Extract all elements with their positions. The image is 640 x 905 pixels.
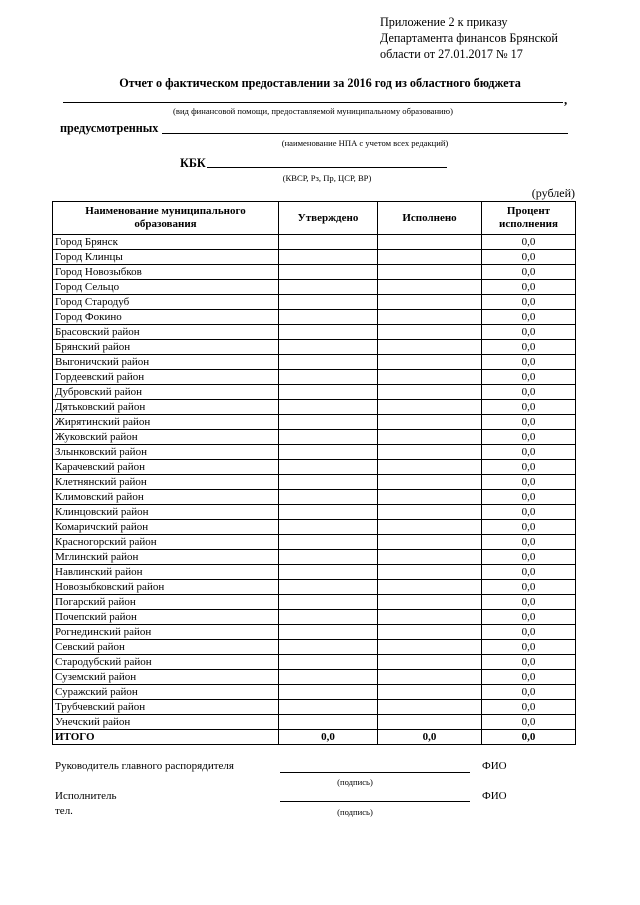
table-row — [53, 550, 576, 565]
annex-line: Приложение 2 к приказу — [380, 15, 508, 29]
cell-municipality: Мглинский район — [53, 550, 279, 565]
cell-approved — [279, 415, 378, 430]
table-row — [53, 685, 576, 700]
cell-municipality: Стародубский район — [53, 655, 279, 670]
head-label: Руководитель главного распорядителя — [55, 760, 234, 772]
cell-percent: 0,0 — [482, 730, 576, 745]
cell-percent: 0,0 — [482, 370, 576, 385]
table-row — [53, 490, 576, 505]
cell-municipality: Карачевский район — [53, 460, 279, 475]
report-table — [52, 201, 576, 745]
cell-percent: 0,0 — [482, 295, 576, 310]
table-row — [53, 265, 576, 280]
table-row — [53, 505, 576, 520]
table-row — [53, 715, 576, 730]
cell-municipality: Гордеевский район — [53, 370, 279, 385]
cell-percent: 0,0 — [482, 445, 576, 460]
cell-approved — [279, 565, 378, 580]
cell-executed — [378, 535, 482, 550]
cell-municipality: Погарский район — [53, 595, 279, 610]
executor-sign-caption: (подпись) — [337, 807, 373, 817]
table-row — [53, 430, 576, 445]
cell-percent: 0,0 — [482, 430, 576, 445]
annex-line: Департамента финансов Брянской — [380, 31, 558, 45]
cell-municipality: Климовский район — [53, 490, 279, 505]
cell-municipality: Город Брянск — [53, 235, 279, 250]
cell-executed: 0,0 — [378, 730, 482, 745]
table-row — [53, 625, 576, 640]
cell-executed — [378, 415, 482, 430]
cell-percent: 0,0 — [482, 460, 576, 475]
cell-approved — [279, 520, 378, 535]
table-row — [53, 415, 576, 430]
cell-percent: 0,0 — [482, 415, 576, 430]
head-sign-caption: (подпись) — [337, 777, 373, 787]
cell-approved — [279, 385, 378, 400]
cell-executed — [378, 430, 482, 445]
cell-percent: 0,0 — [482, 580, 576, 595]
cell-executed — [378, 505, 482, 520]
cell-approved — [279, 445, 378, 460]
cell-approved — [279, 670, 378, 685]
cell-municipality: Злынковский район — [53, 445, 279, 460]
cell-percent: 0,0 — [482, 475, 576, 490]
cell-approved — [279, 430, 378, 445]
cell-municipality: Навлинский район — [53, 565, 279, 580]
report-title: Отчет о фактическом предоставлении за 2016 год из областного бюджета — [119, 76, 521, 90]
cell-percent: 0,0 — [482, 385, 576, 400]
table-row — [53, 640, 576, 655]
table-row — [53, 400, 576, 415]
cell-executed — [378, 655, 482, 670]
cell-executed — [378, 715, 482, 730]
col-approved-header: Утверждено — [279, 202, 378, 235]
annex-note — [380, 14, 620, 62]
cell-executed — [378, 445, 482, 460]
cell-approved — [279, 550, 378, 565]
cell-percent: 0,0 — [482, 685, 576, 700]
cell-executed — [378, 520, 482, 535]
cell-municipality: Город Клинцы — [53, 250, 279, 265]
col-municipality-header: Наименование муниципального образования — [53, 202, 279, 235]
cell-approved — [279, 460, 378, 475]
cell-municipality: Город Стародуб — [53, 295, 279, 310]
cell-municipality: Клинцовский район — [53, 505, 279, 520]
cell-executed — [378, 490, 482, 505]
table-row — [53, 280, 576, 295]
cell-percent: 0,0 — [482, 355, 576, 370]
cell-percent: 0,0 — [482, 325, 576, 340]
head-fio: ФИО — [482, 760, 507, 772]
cell-percent: 0,0 — [482, 340, 576, 355]
cell-municipality: Красногорский район — [53, 535, 279, 550]
table-row — [53, 250, 576, 265]
table-row — [53, 325, 576, 340]
cell-executed — [378, 640, 482, 655]
table-row — [53, 355, 576, 370]
cell-municipality: Трубчевский район — [53, 700, 279, 715]
cell-municipality: Выгоничский район — [53, 355, 279, 370]
cell-municipality: Город Новозыбков — [53, 265, 279, 280]
cell-municipality: Город Сельцо — [53, 280, 279, 295]
cell-approved — [279, 295, 378, 310]
cell-municipality: Суражский район — [53, 685, 279, 700]
cell-executed — [378, 670, 482, 685]
cell-percent: 0,0 — [482, 655, 576, 670]
table-row — [53, 295, 576, 310]
table-header-row — [53, 202, 576, 235]
cell-approved — [279, 625, 378, 640]
cell-percent: 0,0 — [482, 490, 576, 505]
cell-approved — [279, 595, 378, 610]
cell-executed — [378, 250, 482, 265]
cell-municipality: Новозыбковский район — [53, 580, 279, 595]
cell-percent: 0,0 — [482, 715, 576, 730]
table-row — [53, 535, 576, 550]
aid-type-caption: (вид финансовой помощи, предоставляемой муниципальному образованию) — [173, 106, 453, 116]
table-row — [53, 580, 576, 595]
col-executed-header: Исполнено — [378, 202, 482, 235]
cell-executed — [378, 475, 482, 490]
table-row — [53, 460, 576, 475]
cell-approved — [279, 340, 378, 355]
cell-executed — [378, 460, 482, 475]
cell-executed — [378, 610, 482, 625]
cell-approved — [279, 685, 378, 700]
cell-executed — [378, 325, 482, 340]
table-row — [53, 700, 576, 715]
cell-approved — [279, 640, 378, 655]
aid-type-line — [63, 102, 563, 103]
cell-percent: 0,0 — [482, 640, 576, 655]
executor-signature-line — [280, 801, 470, 802]
cell-municipality: Город Фокино — [53, 310, 279, 325]
table-row — [53, 670, 576, 685]
table-row — [53, 655, 576, 670]
cell-executed — [378, 355, 482, 370]
cell-percent: 0,0 — [482, 700, 576, 715]
cell-executed — [378, 310, 482, 325]
col-percent-header: Процент исполнения — [482, 202, 576, 235]
cell-approved — [279, 370, 378, 385]
executor-fio: ФИО — [482, 790, 507, 802]
cell-executed — [378, 295, 482, 310]
cell-percent: 0,0 — [482, 520, 576, 535]
cell-approved — [279, 235, 378, 250]
cell-approved — [279, 610, 378, 625]
cell-approved — [279, 355, 378, 370]
head-signature-line — [280, 772, 470, 773]
kbk-line — [207, 167, 447, 168]
table-row — [53, 445, 576, 460]
cell-percent: 0,0 — [482, 310, 576, 325]
cell-executed — [378, 385, 482, 400]
cell-percent: 0,0 — [482, 280, 576, 295]
cell-municipality: Комаричский район — [53, 520, 279, 535]
provided-label: предусмотренных — [60, 121, 159, 135]
cell-percent: 0,0 — [482, 625, 576, 640]
cell-executed — [378, 400, 482, 415]
cell-percent: 0,0 — [482, 400, 576, 415]
cell-approved — [279, 310, 378, 325]
cell-approved — [279, 250, 378, 265]
table-row — [53, 565, 576, 580]
cell-percent: 0,0 — [482, 505, 576, 520]
cell-percent: 0,0 — [482, 610, 576, 625]
cell-percent: 0,0 — [482, 550, 576, 565]
cell-executed — [378, 625, 482, 640]
npa-caption: (наименование НПА с учетом всех редакций) — [281, 138, 449, 148]
cell-executed — [378, 595, 482, 610]
cell-approved — [279, 400, 378, 415]
table-row — [53, 520, 576, 535]
npa-line — [162, 133, 568, 134]
kbk-caption: (КВСР, Рз, Пр, ЦСР, ВР) — [282, 173, 372, 183]
cell-municipality: Жирятинский район — [53, 415, 279, 430]
cell-executed — [378, 550, 482, 565]
cell-executed — [378, 565, 482, 580]
cell-approved — [279, 490, 378, 505]
table-body — [53, 235, 576, 745]
table-row — [53, 610, 576, 625]
cell-percent: 0,0 — [482, 265, 576, 280]
cell-approved — [279, 325, 378, 340]
cell-approved — [279, 475, 378, 490]
cell-executed — [378, 265, 482, 280]
cell-municipality: Почепский район — [53, 610, 279, 625]
cell-executed — [378, 340, 482, 355]
table-row — [53, 370, 576, 385]
annex-line: области от 27.01.2017 № 17 — [380, 47, 523, 61]
units-label: (рублей) — [531, 186, 575, 200]
cell-municipality: Дубровский район — [53, 385, 279, 400]
cell-approved — [279, 265, 378, 280]
cell-percent: 0,0 — [482, 670, 576, 685]
cell-municipality: Брянский район — [53, 340, 279, 355]
cell-municipality: Рогнединский район — [53, 625, 279, 640]
cell-percent: 0,0 — [482, 250, 576, 265]
table-row — [53, 340, 576, 355]
cell-municipality: Брасовский район — [53, 325, 279, 340]
aid-type-comma: , — [564, 92, 568, 107]
cell-executed — [378, 700, 482, 715]
table-row — [53, 310, 576, 325]
cell-municipality: Клетнянский район — [53, 475, 279, 490]
cell-executed — [378, 370, 482, 385]
cell-percent: 0,0 — [482, 595, 576, 610]
cell-percent: 0,0 — [482, 565, 576, 580]
phone-label: тел. — [55, 805, 73, 817]
cell-percent: 0,0 — [482, 535, 576, 550]
kbk-label: КБК — [180, 156, 206, 170]
table-total-row — [53, 730, 576, 745]
cell-approved: 0,0 — [279, 730, 378, 745]
executor-label: Исполнитель — [55, 790, 117, 802]
cell-percent: 0,0 — [482, 235, 576, 250]
cell-approved — [279, 280, 378, 295]
table-row — [53, 475, 576, 490]
cell-municipality: Севский район — [53, 640, 279, 655]
cell-executed — [378, 235, 482, 250]
cell-approved — [279, 505, 378, 520]
table-row — [53, 385, 576, 400]
cell-approved — [279, 580, 378, 595]
cell-executed — [378, 280, 482, 295]
cell-approved — [279, 535, 378, 550]
cell-executed — [378, 580, 482, 595]
cell-municipality: ИТОГО — [53, 730, 279, 745]
cell-executed — [378, 685, 482, 700]
cell-approved — [279, 655, 378, 670]
table-row — [53, 235, 576, 250]
table-row — [53, 595, 576, 610]
cell-municipality: Дятьковский район — [53, 400, 279, 415]
cell-approved — [279, 715, 378, 730]
cell-municipality: Унечский район — [53, 715, 279, 730]
cell-municipality: Жуковский район — [53, 430, 279, 445]
cell-approved — [279, 700, 378, 715]
cell-municipality: Суземский район — [53, 670, 279, 685]
